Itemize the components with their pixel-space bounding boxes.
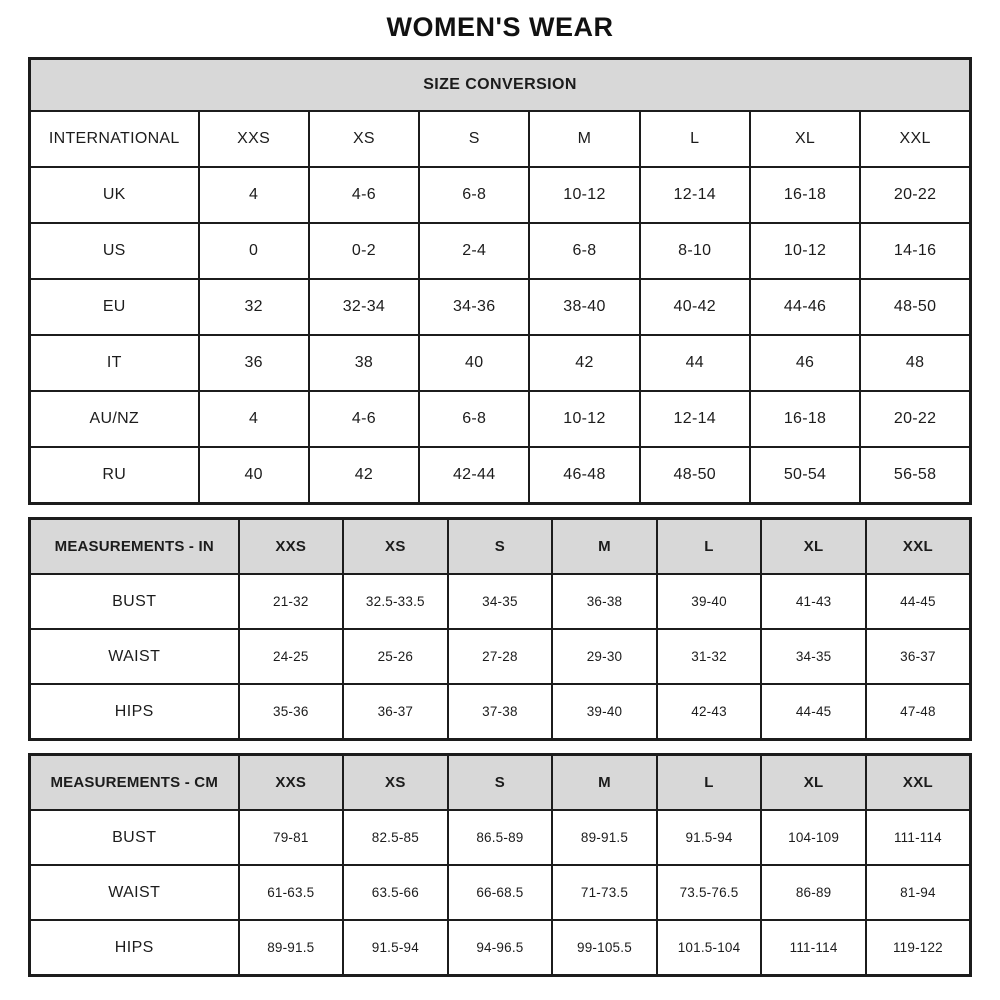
data-cell: 40: [199, 447, 309, 504]
size-column-header: L: [640, 111, 750, 167]
data-cell: 79-81: [239, 810, 344, 865]
data-cell: 4: [199, 167, 309, 223]
data-cell: 42-44: [419, 447, 529, 504]
data-cell: 41-43: [761, 574, 866, 629]
measurements-cm-table: [28, 753, 972, 977]
data-cell: 73.5-76.5: [657, 865, 762, 920]
data-cell: 21-32: [239, 574, 344, 629]
data-cell: 29-30: [552, 629, 657, 684]
data-cell: 36-37: [866, 629, 971, 684]
data-cell: 111-114: [761, 920, 866, 976]
data-cell: 46: [750, 335, 860, 391]
table-row: [30, 167, 971, 223]
data-cell: 82.5-85: [343, 810, 448, 865]
size-column-header: XXS: [199, 111, 309, 167]
data-cell: 66-68.5: [448, 865, 553, 920]
data-cell: 36-38: [552, 574, 657, 629]
data-cell: 42: [309, 447, 419, 504]
data-cell: 14-16: [860, 223, 970, 279]
data-cell: 34-35: [448, 574, 553, 629]
data-cell: 37-38: [448, 684, 553, 740]
data-cell: 89-91.5: [552, 810, 657, 865]
measurements-in-title: MEASUREMENTS - IN: [30, 519, 239, 575]
data-cell: 10-12: [750, 223, 860, 279]
data-cell: 40: [419, 335, 529, 391]
row-label: US: [30, 223, 199, 279]
data-cell: 27-28: [448, 629, 553, 684]
size-column-header: XS: [343, 519, 448, 575]
data-cell: 63.5-66: [343, 865, 448, 920]
data-cell: 2-4: [419, 223, 529, 279]
data-cell: 16-18: [750, 391, 860, 447]
table-row: [30, 335, 971, 391]
size-column-header: M: [552, 755, 657, 811]
data-cell: 44-45: [761, 684, 866, 740]
data-cell: 35-36: [239, 684, 344, 740]
row-label: EU: [30, 279, 199, 335]
table-row: [30, 920, 971, 976]
data-cell: 31-32: [657, 629, 762, 684]
data-cell: 42: [529, 335, 639, 391]
data-cell: 50-54: [750, 447, 860, 504]
size-column-header: M: [552, 519, 657, 575]
data-cell: 91.5-94: [657, 810, 762, 865]
size-column-header: M: [529, 111, 639, 167]
data-cell: 0: [199, 223, 309, 279]
data-cell: 8-10: [640, 223, 750, 279]
column-header-row: [30, 111, 971, 167]
data-cell: 42-43: [657, 684, 762, 740]
size-column-header: XL: [761, 519, 866, 575]
data-cell: 104-109: [761, 810, 866, 865]
row-label: IT: [30, 335, 199, 391]
data-cell: 6-8: [419, 391, 529, 447]
size-guide-page: [28, 0, 972, 977]
size-column-header: INTERNATIONAL: [30, 111, 199, 167]
data-cell: 39-40: [657, 574, 762, 629]
table-row: [30, 810, 971, 865]
table-row: [30, 629, 971, 684]
table-row: [30, 447, 971, 504]
data-cell: 48-50: [640, 447, 750, 504]
size-column-header: XS: [343, 755, 448, 811]
table-row: [30, 865, 971, 920]
data-cell: 10-12: [529, 167, 639, 223]
data-cell: 86-89: [761, 865, 866, 920]
table-title-row: [30, 59, 971, 112]
table-row: [30, 391, 971, 447]
size-column-header: XL: [761, 755, 866, 811]
data-cell: 24-25: [239, 629, 344, 684]
data-cell: 89-91.5: [239, 920, 344, 976]
data-cell: 48-50: [860, 279, 970, 335]
data-cell: 99-105.5: [552, 920, 657, 976]
data-cell: 46-48: [529, 447, 639, 504]
size-column-header: L: [657, 755, 762, 811]
size-column-header: XXL: [860, 111, 970, 167]
data-cell: 32.5-33.5: [343, 574, 448, 629]
row-label: BUST: [30, 574, 239, 629]
size-conversion-table: [28, 57, 972, 505]
data-cell: 16-18: [750, 167, 860, 223]
data-cell: 44-46: [750, 279, 860, 335]
data-cell: 36-37: [343, 684, 448, 740]
row-label: HIPS: [30, 684, 239, 740]
data-cell: 6-8: [529, 223, 639, 279]
data-cell: 61-63.5: [239, 865, 344, 920]
data-cell: 20-22: [860, 391, 970, 447]
data-cell: 47-48: [866, 684, 971, 740]
data-cell: 4: [199, 391, 309, 447]
data-cell: 119-122: [866, 920, 971, 976]
data-cell: 86.5-89: [448, 810, 553, 865]
data-cell: 20-22: [860, 167, 970, 223]
size-column-header: XXS: [239, 519, 344, 575]
data-cell: 0-2: [309, 223, 419, 279]
size-column-header: XXL: [866, 755, 971, 811]
data-cell: 6-8: [419, 167, 529, 223]
data-cell: 81-94: [866, 865, 971, 920]
data-cell: 4-6: [309, 391, 419, 447]
data-cell: 10-12: [529, 391, 639, 447]
data-cell: 48: [860, 335, 970, 391]
data-cell: 32-34: [309, 279, 419, 335]
data-cell: 44: [640, 335, 750, 391]
data-cell: 25-26: [343, 629, 448, 684]
column-header-row: [30, 519, 971, 575]
measurements-in-table: [28, 517, 972, 741]
data-cell: 101.5-104: [657, 920, 762, 976]
row-label: AU/NZ: [30, 391, 199, 447]
data-cell: 34-36: [419, 279, 529, 335]
data-cell: 12-14: [640, 167, 750, 223]
column-header-row: [30, 755, 971, 811]
data-cell: 32: [199, 279, 309, 335]
page-title: WOMEN'S WEAR: [386, 12, 614, 42]
size-column-header: XXS: [239, 755, 344, 811]
data-cell: 38-40: [529, 279, 639, 335]
size-conversion-title: SIZE CONVERSION: [30, 59, 971, 112]
row-label: WAIST: [30, 865, 239, 920]
data-cell: 36: [199, 335, 309, 391]
size-column-header: S: [448, 755, 553, 811]
size-column-header: S: [419, 111, 529, 167]
table-row: [30, 684, 971, 740]
data-cell: 12-14: [640, 391, 750, 447]
table-row: [30, 574, 971, 629]
data-cell: 56-58: [860, 447, 970, 504]
data-cell: 40-42: [640, 279, 750, 335]
data-cell: 71-73.5: [552, 865, 657, 920]
row-label: BUST: [30, 810, 239, 865]
size-column-header: XXL: [866, 519, 971, 575]
size-column-header: S: [448, 519, 553, 575]
table-row: [30, 223, 971, 279]
measurements-cm-title: MEASUREMENTS - CM: [30, 755, 239, 811]
data-cell: 4-6: [309, 167, 419, 223]
row-label: HIPS: [30, 920, 239, 976]
row-label: WAIST: [30, 629, 239, 684]
data-cell: 34-35: [761, 629, 866, 684]
size-column-header: L: [657, 519, 762, 575]
data-cell: 44-45: [866, 574, 971, 629]
size-column-header: XL: [750, 111, 860, 167]
data-cell: 111-114: [866, 810, 971, 865]
row-label: RU: [30, 447, 199, 504]
data-cell: 39-40: [552, 684, 657, 740]
data-cell: 91.5-94: [343, 920, 448, 976]
data-cell: 38: [309, 335, 419, 391]
data-cell: 94-96.5: [448, 920, 553, 976]
row-label: UK: [30, 167, 199, 223]
table-row: [30, 279, 971, 335]
size-column-header: XS: [309, 111, 419, 167]
